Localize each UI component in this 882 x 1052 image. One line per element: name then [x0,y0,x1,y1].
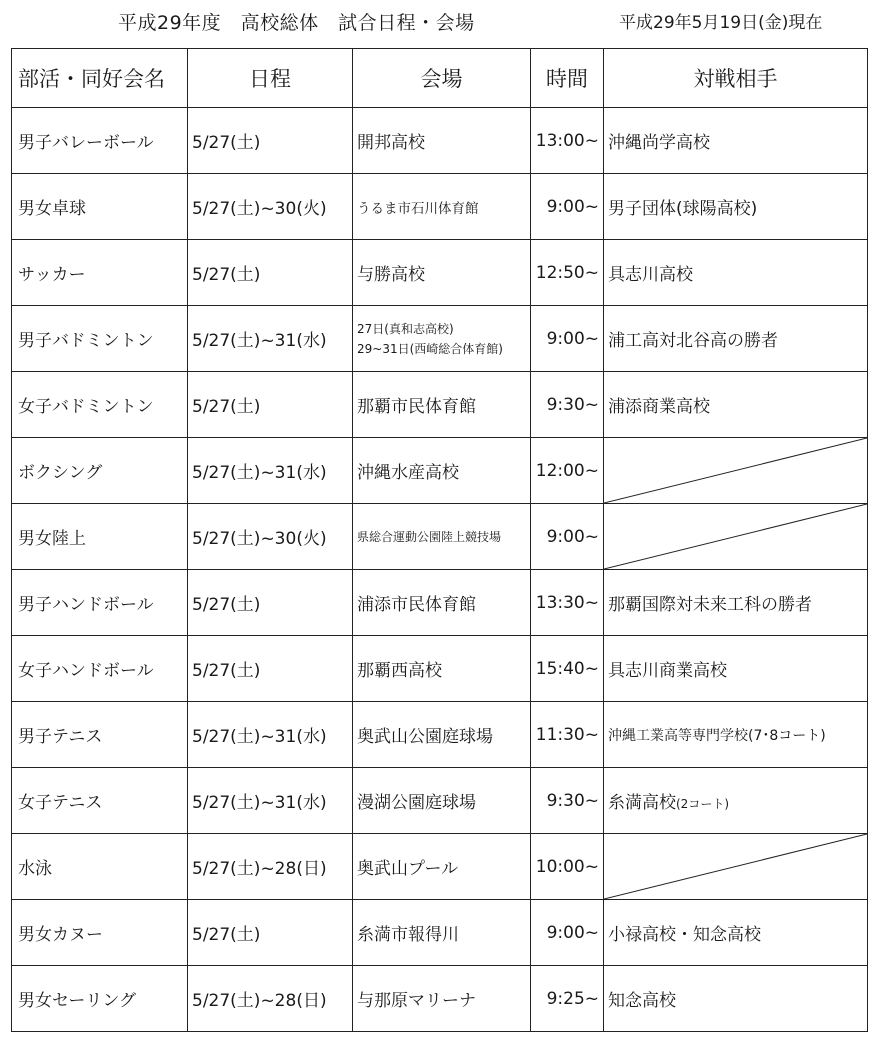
table-row [12,504,868,570]
table-row [12,966,868,1032]
venue-cell: 那覇西高校 [353,636,531,702]
club-cell: 男子バレーボール [12,108,188,174]
venue-cell: 奥武山プール [353,834,531,900]
club-cell: 男女セーリング [12,966,188,1032]
opponent-cell-empty [604,438,868,504]
table-header-row [12,49,868,108]
time-cell: 15:40~ [531,636,604,702]
table-row [12,306,868,372]
table-row [12,240,868,306]
schedule-cell: 5/27(土)~30(火) [188,504,353,570]
club-cell: 女子ハンドボール [12,636,188,702]
schedule-cell: 5/27(土) [188,636,353,702]
table-row [12,570,868,636]
schedule-cell: 5/27(土) [188,900,353,966]
time-cell: 13:00~ [531,108,604,174]
opponent-name: 糸満高校 [608,793,676,813]
club-cell: 男女カヌー [12,900,188,966]
club-cell: 男子テニス [12,702,188,768]
venue-cell: 那覇市民体育館 [353,372,531,438]
opponent-cell: 浦工高対北谷高の勝者 [604,306,868,372]
schedule-cell: 5/27(土)~31(水) [188,702,353,768]
club-cell: 水泳 [12,834,188,900]
club-cell: 女子テニス [12,768,188,834]
schedule-cell: 5/27(土)~31(水) [188,768,353,834]
table-row [12,636,868,702]
diagonal-slash-line [604,834,867,899]
opponent-cell-empty [604,834,868,900]
time-cell: 12:50~ [531,240,604,306]
venue-cell: 奥武山公園庭球場 [353,702,531,768]
column-header-venue: 会場 [353,49,531,108]
time-cell: 12:00~ [531,438,604,504]
time-cell: 11:30~ [531,702,604,768]
opponent-cell: 男子団体(球陽高校) [604,174,868,240]
opponent-cell: 小禄高校・知念高校 [604,900,868,966]
table-row [12,900,868,966]
table-row [12,702,868,768]
time-cell: 10:00~ [531,834,604,900]
venue-cell: うるま市石川体育館 [353,174,531,240]
schedule-cell: 5/27(土)~28(日) [188,966,353,1032]
time-cell: 13:30~ [531,570,604,636]
schedule-cell: 5/27(土) [188,372,353,438]
venue-cell: 沖縄水産高校 [353,438,531,504]
opponent-cell: 浦添商業高校 [604,372,868,438]
schedule-cell: 5/27(土) [188,570,353,636]
venue-cell: 県総合運動公園陸上競技場 [353,504,531,570]
club-cell: ボクシング [12,438,188,504]
diagonal-slash-line [604,438,867,503]
table-row [12,768,868,834]
opponent-note: (2コート) [676,797,729,811]
as-of-date: 平成29年5月19日(金)現在 [619,13,823,33]
schedule-cell: 5/27(土)~31(水) [188,306,353,372]
time-cell: 9:00~ [531,900,604,966]
club-cell: 男子バドミントン [12,306,188,372]
table-row [12,372,868,438]
schedule-cell: 5/27(土)~30(火) [188,174,353,240]
opponent-cell: 沖縄尚学高校 [604,108,868,174]
venue-cell: 与那原マリーナ [353,966,531,1032]
venue-line: 27日(真和志高校) [357,321,454,336]
document-title: 平成29年度 高校総体 試合日程・会場 [118,12,475,34]
table-row [12,174,868,240]
schedule-cell: 5/27(土) [188,108,353,174]
table-row [12,438,868,504]
opponent-cell: 那覇国際対未来工科の勝者 [604,570,868,636]
schedule-cell: 5/27(土)~31(水) [188,438,353,504]
opponent-cell: 具志川高校 [604,240,868,306]
table-row [12,834,868,900]
time-cell: 9:30~ [531,768,604,834]
venue-line: 29~31日(西崎総合体育館) [357,341,503,356]
time-cell: 9:00~ [531,504,604,570]
time-cell: 9:25~ [531,966,604,1032]
column-header-schedule: 日程 [188,49,353,108]
column-header-club: 部活・同好会名 [12,49,188,108]
schedule-cell: 5/27(土) [188,240,353,306]
opponent-cell [604,768,868,834]
venue-cell [353,306,531,372]
column-header-opponent: 対戦相手 [604,49,868,108]
venue-cell: 浦添市民体育館 [353,570,531,636]
table-row [12,108,868,174]
time-cell: 9:00~ [531,174,604,240]
schedule-table [11,48,868,1032]
club-cell: サッカー [12,240,188,306]
diagonal-slash-line [604,504,867,569]
venue-cell: 開邦高校 [353,108,531,174]
club-cell: 女子バドミントン [12,372,188,438]
venue-cell: 与勝高校 [353,240,531,306]
club-cell: 男女卓球 [12,174,188,240]
club-cell: 男女陸上 [12,504,188,570]
schedule-cell: 5/27(土)~28(日) [188,834,353,900]
venue-cell: 漫湖公園庭球場 [353,768,531,834]
time-cell: 9:00~ [531,306,604,372]
venue-cell: 糸満市報得川 [353,900,531,966]
opponent-cell: 具志川商業高校 [604,636,868,702]
opponent-cell-empty [604,504,868,570]
time-cell: 9:30~ [531,372,604,438]
column-header-time: 時間 [531,49,604,108]
opponent-cell: 沖縄工業高等専門学校(7･8コート) [604,702,868,768]
opponent-cell: 知念高校 [604,966,868,1032]
club-cell: 男子ハンドボール [12,570,188,636]
